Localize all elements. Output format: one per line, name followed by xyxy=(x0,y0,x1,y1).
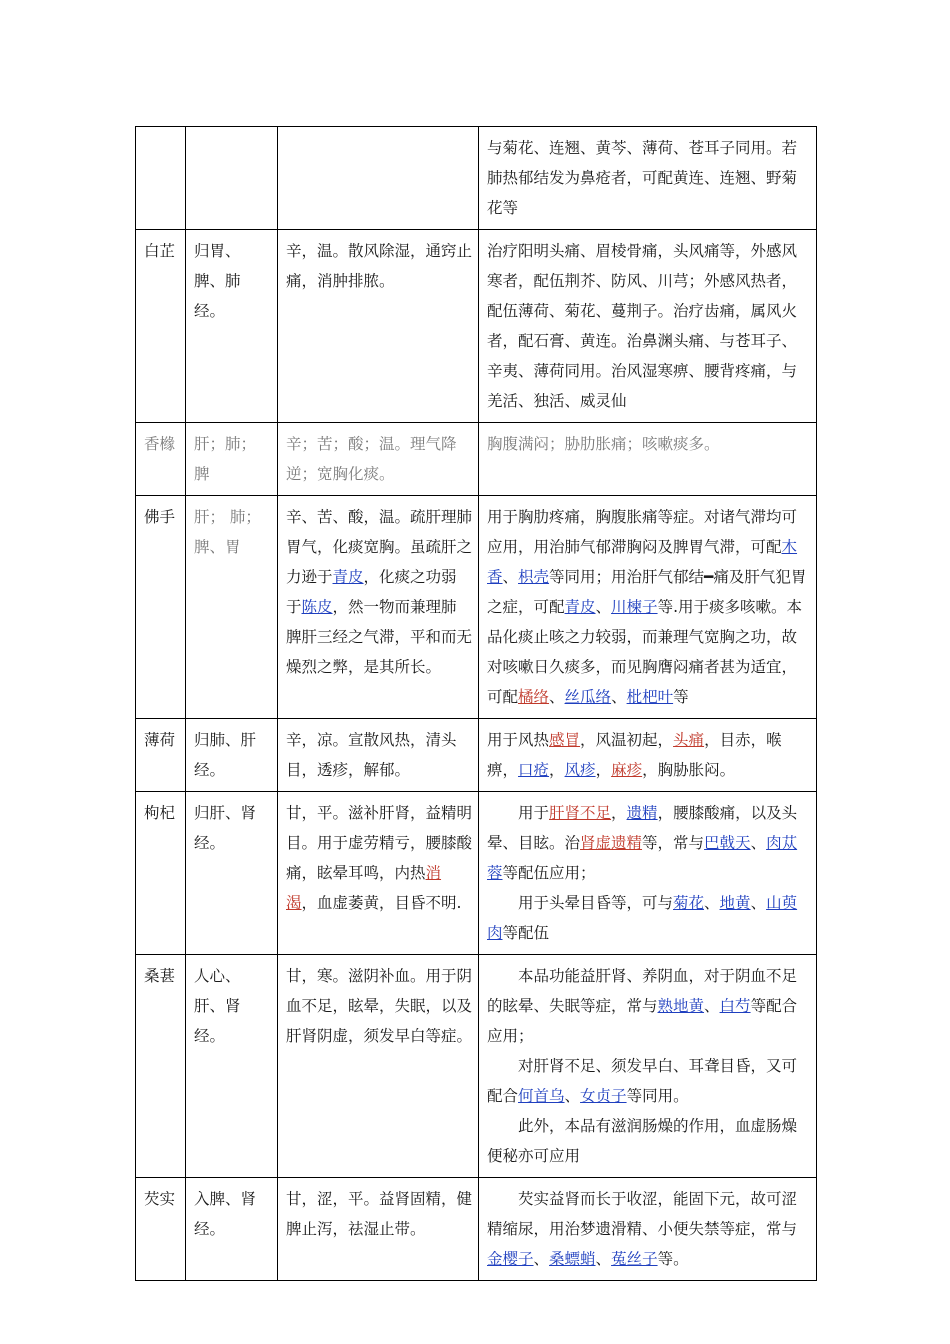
usage-paragraph xyxy=(487,429,810,459)
herb-link[interactable]: 橘络 xyxy=(518,688,550,706)
herb-link[interactable]: 陈皮 xyxy=(301,598,333,616)
herb-properties-text: 甘，寒。滋阴补血。用于阴血不足，眩晕，失眠，以及肝肾阴虚，须发早白等症。 xyxy=(286,967,473,1045)
herb-properties-text: 甘，涩，平。益肾固精，健脾止泻，祛湿止带。 xyxy=(286,1190,473,1238)
herb-name: 香橼 xyxy=(144,435,176,453)
herb-link[interactable]: 风疹 xyxy=(564,761,596,779)
herb-link[interactable]: 菊花 xyxy=(673,894,705,912)
herb-link[interactable]: 肉苁蓉 xyxy=(487,834,798,882)
herb-meridian-cell xyxy=(186,127,278,230)
usage-text: 等同用。 xyxy=(626,1087,689,1105)
herb-meridian-cell xyxy=(186,1178,278,1281)
herb-usage-cell xyxy=(479,496,817,719)
usage-text: 等 xyxy=(673,688,689,706)
usage-text: 本品功能益肝肾、养阴血，对于阴血不足的眩晕、失眠等症，常与 xyxy=(487,967,798,1015)
usage-text: 、 xyxy=(611,688,627,706)
usage-paragraph xyxy=(487,798,810,888)
usage-text: 胸腹满闷；胁肋胀痛；咳嗽痰多。 xyxy=(487,435,720,453)
herb-table xyxy=(135,126,817,1281)
herb-link[interactable]: 桑螵蛸 xyxy=(549,1250,596,1268)
herb-properties-cell xyxy=(278,1178,479,1281)
usage-text: ， xyxy=(595,761,612,779)
usage-text: 此外，本品有滋润肠燥的作用，血虚肠燥便秘亦可应用 xyxy=(487,1117,798,1165)
herb-properties-text: 辛，凉。宣散风热，清头目，透疹，解郁。 xyxy=(286,731,457,779)
herb-usage-cell xyxy=(479,423,817,496)
usage-text: ，胸胁胀闷。 xyxy=(642,761,736,779)
herb-row xyxy=(136,230,817,423)
herb-link[interactable]: 巴戟天 xyxy=(704,834,751,852)
herb-meridian-cell xyxy=(186,792,278,955)
usage-text: 对肝肾不足、须发早白、耳聋目昏，又可配合 xyxy=(487,1057,798,1105)
usage-text: 等配伍 xyxy=(502,924,550,942)
usage-text: 、 xyxy=(595,598,612,616)
herb-properties-text: 辛；苦；酸；温。理气降逆；宽胸化痰。 xyxy=(286,435,457,483)
herb-properties-text: 甘，平。滋补肝肾，益精明目。用于虚劳精亏，腰膝酸痛，眩晕耳鸣，内热 xyxy=(286,804,473,882)
herb-meridian-cell xyxy=(186,719,278,792)
herb-row xyxy=(136,719,817,792)
herb-link[interactable]: 木香 xyxy=(487,538,798,586)
herb-properties-cell xyxy=(278,496,479,719)
herb-meridian-text: 人心、肝、肾经。 xyxy=(194,967,241,1045)
usage-text: ， xyxy=(549,761,565,779)
herb-meridian-cell xyxy=(186,496,278,719)
usage-text: 、 xyxy=(502,568,519,586)
herb-link[interactable]: 麻疹 xyxy=(611,761,643,779)
usage-text: 治疗阳明头痛、眉棱骨痛，头风痛等，外感风寒者，配伍荆芥、防风、川芎；外感风热者，配伍薄荷、菊花、蔓荆子。治疗齿痛，属风火者，配石膏、黄连。治鼻渊头痛、与苍耳子、辛夷、薄荷同用。治风湿寒痹、腰背疼痛，与羌活、独活、威灵仙 xyxy=(487,242,798,410)
usage-text: ， xyxy=(611,804,627,822)
herb-row xyxy=(136,792,817,955)
herb-properties-text: 辛、苦、酸，温。疏肝理肺胃气，化痰宽胸。虽疏肝之力逊于 xyxy=(286,508,473,586)
usage-paragraph xyxy=(487,961,810,1051)
usage-text: 、 xyxy=(564,1087,581,1105)
herb-usage-cell xyxy=(479,955,817,1178)
herb-properties-cell xyxy=(278,719,479,792)
usage-text: 、 xyxy=(704,894,720,912)
herb-name: 枸杞 xyxy=(144,804,176,822)
herb-usage-cell xyxy=(479,792,817,955)
herb-link[interactable]: 肝肾不足 xyxy=(549,804,612,822)
herb-usage-cell xyxy=(479,230,817,423)
herb-name-cell xyxy=(136,127,186,230)
herb-table-body xyxy=(136,127,817,1281)
usage-text: 用于头晕目昏等，可与 xyxy=(518,894,674,912)
herb-link[interactable]: 地黄 xyxy=(719,894,751,912)
usage-text: 等。 xyxy=(657,1250,689,1268)
usage-paragraph xyxy=(487,888,810,948)
usage-text: 、 xyxy=(549,688,565,706)
herb-properties-text: ，化痰之功弱于 xyxy=(286,568,457,616)
usage-text: 等配伍应用； xyxy=(502,864,596,882)
usage-paragraph xyxy=(487,236,810,416)
herb-link[interactable]: 感冒 xyxy=(549,731,581,749)
herb-meridian-text: 入脾、肾经。 xyxy=(194,1190,257,1238)
herb-name-cell xyxy=(136,230,186,423)
herb-usage-cell xyxy=(479,127,817,230)
herb-meridian-cell xyxy=(186,230,278,423)
herb-link[interactable]: 金樱子 xyxy=(487,1250,534,1268)
herb-row xyxy=(136,496,817,719)
usage-paragraph xyxy=(487,1111,810,1171)
usage-text: 芡实益肾而长于收涩，能固下元，故可涩精缩尿，用治梦遗滑精、小便失禁等症，常与 xyxy=(487,1190,798,1238)
herb-meridian-text: 归肝、肾经。 xyxy=(194,804,257,852)
usage-text: 等.用于痰多咳嗽。本品化痰止咳之力较弱，而兼理气宽胸之功，故对咳嗽日久痰多，而见胸膺闷痛者甚为适宜，可配 xyxy=(487,598,802,706)
usage-paragraph xyxy=(487,1184,810,1274)
herb-properties-cell xyxy=(278,423,479,496)
usage-text: ，风温初起， xyxy=(580,731,674,749)
usage-text: 、 xyxy=(750,894,767,912)
herb-name: 桑葚 xyxy=(144,967,176,985)
usage-text: ，目赤，喉痹， xyxy=(487,731,782,779)
herb-link[interactable]: 丝瓜络 xyxy=(564,688,612,706)
herb-link[interactable]: 枇杷叶 xyxy=(626,688,674,706)
herb-link[interactable]: 女贞子 xyxy=(580,1087,627,1105)
herb-meridian-text: 归肺、肝经。 xyxy=(194,731,257,779)
usage-paragraph xyxy=(487,133,810,223)
herb-name: 薄荷 xyxy=(144,731,176,749)
herb-link[interactable]: 何首乌 xyxy=(518,1087,565,1105)
herb-name-cell xyxy=(136,423,186,496)
herb-properties-cell xyxy=(278,792,479,955)
herb-link[interactable]: 青皮 xyxy=(332,568,364,586)
usage-text: ，腰膝酸痛，以及头晕、目眩。治 xyxy=(487,804,798,852)
herb-link[interactable]: 川楝子 xyxy=(611,598,658,616)
herb-properties-text: 辛，温。散风除湿，通窍止痛，消肿排脓。 xyxy=(286,242,473,290)
usage-text: 、 xyxy=(750,834,767,852)
usage-paragraph xyxy=(487,725,810,785)
herb-meridian-text: 肝； 肺； 脾、胃 xyxy=(194,508,261,556)
herb-link[interactable]: 消渴 xyxy=(286,864,442,912)
herb-link[interactable]: 山萸肉 xyxy=(487,894,798,942)
usage-text: 、 xyxy=(533,1250,550,1268)
herb-link[interactable]: 遗精 xyxy=(626,804,658,822)
herb-name-cell xyxy=(136,719,186,792)
herb-link[interactable]: 头痛 xyxy=(673,731,705,749)
herb-name: 芡实 xyxy=(144,1190,176,1208)
herb-usage-cell xyxy=(479,719,817,792)
herb-row xyxy=(136,423,817,496)
herb-meridian-cell xyxy=(186,423,278,496)
herb-name: 佛手 xyxy=(144,508,176,526)
usage-text: 、 xyxy=(595,1250,612,1268)
herb-name-cell xyxy=(136,496,186,719)
usage-text: 等同用；用治肝气郁结━痛及肝气犯胃之症，可配 xyxy=(487,568,807,616)
usage-text: 等，常与 xyxy=(642,834,705,852)
herb-link[interactable]: 口疮 xyxy=(518,761,550,779)
herb-link[interactable]: 青皮 xyxy=(564,598,596,616)
herb-meridian-cell xyxy=(186,955,278,1178)
usage-paragraph xyxy=(487,502,810,712)
herb-properties-cell xyxy=(278,230,479,423)
herb-meridian-text: 肝；肺；脾 xyxy=(194,435,257,483)
herb-name: 白芷 xyxy=(144,242,176,260)
herb-link[interactable]: 枳壳 xyxy=(518,568,550,586)
herb-usage-cell xyxy=(479,1178,817,1281)
herb-row xyxy=(136,1178,817,1281)
herb-row xyxy=(136,955,817,1178)
usage-text: 、 xyxy=(704,997,720,1015)
herb-link[interactable]: 白芍 xyxy=(719,997,751,1015)
usage-paragraph xyxy=(487,1051,810,1111)
herb-meridian-text: 归胃、脾、肺经。 xyxy=(194,242,241,320)
usage-text: 与菊花、连翘、黄芩、薄荷、苍耳子同用。若肺热郁结发为鼻疮者，可配黄连、连翘、野菊花等 xyxy=(487,139,798,217)
herb-properties-cell xyxy=(278,955,479,1178)
herb-properties-text: ，血虚萎黄，目昏不明. xyxy=(301,894,462,912)
herb-link[interactable]: 熟地黄 xyxy=(657,997,705,1015)
usage-text: 用于 xyxy=(518,804,550,822)
herb-link[interactable]: 菟丝子 xyxy=(611,1250,658,1268)
herb-name-cell xyxy=(136,1178,186,1281)
herb-properties-text: ，然一物而兼理肺脾肝三经之气滞，平和而无燥烈之弊，是其所长。 xyxy=(286,598,473,676)
herb-name-cell xyxy=(136,792,186,955)
herb-row xyxy=(136,127,817,230)
usage-text: 用于胸肋疼痛，胸腹胀痛等症。对诸气滞均可应用，用治肺气郁滞胸闷及脾胃气滞，可配 xyxy=(487,508,798,556)
usage-text: 等配合应用； xyxy=(487,997,798,1045)
herb-name-cell xyxy=(136,955,186,1178)
herb-properties-cell xyxy=(278,127,479,230)
usage-text: 用于风热 xyxy=(487,731,550,749)
herb-link[interactable]: 肾虚遗精 xyxy=(580,834,643,852)
